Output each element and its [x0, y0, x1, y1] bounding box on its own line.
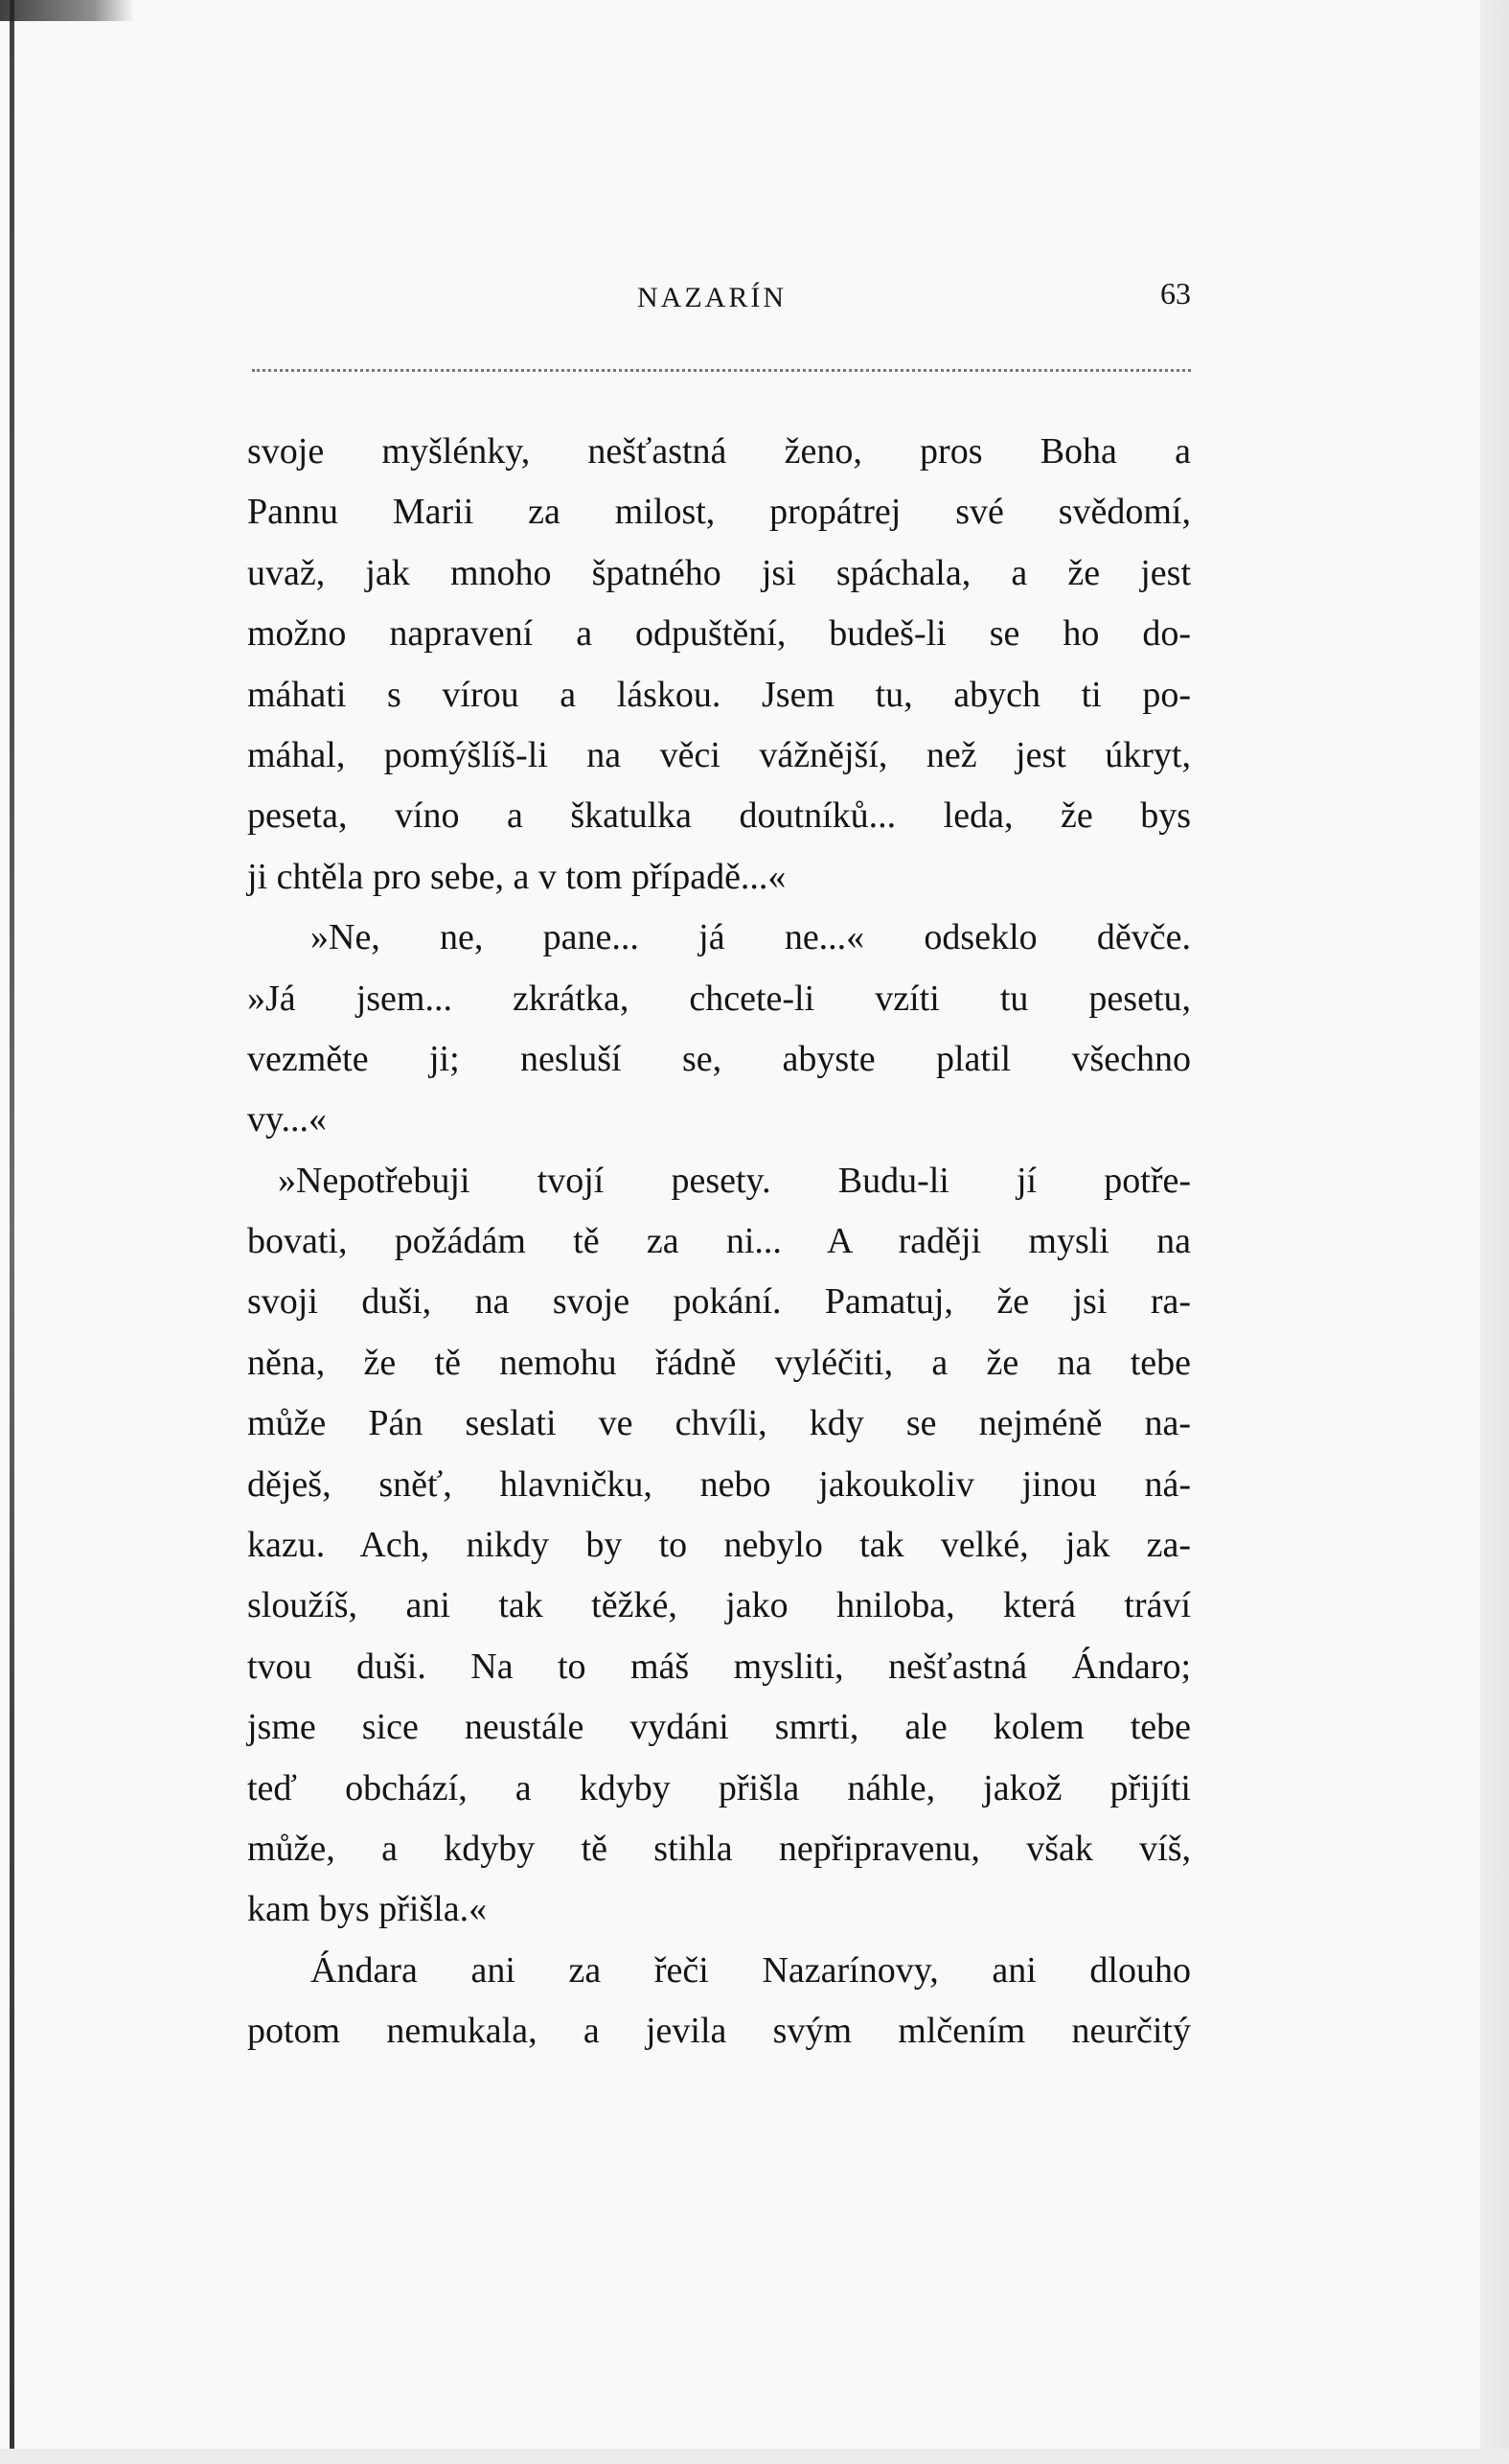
running-title: NAZARÍN	[637, 282, 787, 313]
text-line: máhati s vírou a láskou. Jsem tu, abych ti po-	[247, 674, 1191, 715]
text-line: může, a kdyby tě stihla nepřipravenu, však víš,	[247, 1828, 1191, 1869]
text-line: možno napravení a odpuštění, budeš-li se ho do-	[247, 613, 1191, 655]
page-number: 63	[1160, 276, 1191, 311]
text-line: kam bys přišla.«	[247, 1889, 488, 1930]
header-rule	[252, 369, 1191, 372]
text-line: jsme sice neustále vydáni smrti, ale kolem tebe	[247, 1707, 1191, 1748]
text-line: sloužíš, ani tak těžké, jako hniloba, která tráví	[247, 1585, 1191, 1626]
running-head	[252, 276, 1191, 324]
text-line: ji chtěla pro sebe, a v tom případě...«	[247, 856, 787, 897]
text-line: svoje myšlénky, nešťastná ženo, pros Boha a	[247, 431, 1191, 472]
scan-edge-top	[0, 0, 134, 21]
text-line: děješ, sněť, hlavničku, nebo jakoukoliv jinou ná-	[247, 1463, 1191, 1505]
text-line: teď obchází, a kdyby přišla náhle, jakož přijíti	[247, 1767, 1191, 1808]
text-line: něna, že tě nemohu řádně vyléčiti, a že na tebe	[247, 1342, 1191, 1383]
text-line: »Já jsem... zkrátka, chcete-li vzíti tu pesetu,	[247, 978, 1191, 1019]
text-line: Pannu Marii za milost, propátrej své svědomí,	[247, 492, 1191, 533]
scan-edge-right	[1480, 0, 1509, 2464]
text-line: může Pán seslati ve chvíli, kdy se nejméně na-	[247, 1403, 1191, 1444]
text-line: bovati, požádám tě za ni... A raději mysli na	[247, 1221, 1191, 1262]
text-line: »Nepotřebuji tvojí pesety. Budu-li jí potře-	[278, 1160, 1191, 1201]
text-line: máhal, pomýšlíš-li na věci vážnější, než jest úkryt,	[247, 734, 1191, 775]
text-line: potom nemukala, a jevila svým mlčením neurčitý	[247, 2011, 1191, 2052]
text-line: Ándara ani za řeči Nazarínovy, ani dlouho	[310, 1949, 1191, 1991]
text-line: vezměte ji; nesluší se, abyste platil všechno	[247, 1038, 1191, 1079]
text-line: tvou duši. Na to máš mysliti, nešťastná Ándaro;	[247, 1646, 1191, 1687]
text-line: peseta, víno a škatulka doutníků... leda, že bys	[247, 795, 1191, 837]
text-line: uvaž, jak mnoho špatného jsi spáchala, a že jest	[247, 552, 1191, 593]
text-line: kazu. Ach, nikdy by to nebylo tak velké, jak za-	[247, 1525, 1191, 1566]
text-line: vy...«	[247, 1099, 328, 1140]
text-line: »Ne, ne, pane... já ne...« odseklo děvče.	[310, 917, 1191, 958]
scan-edge-left	[10, 0, 14, 2464]
text-line: svoji duši, na svoje pokání. Pamatuj, že jsi ra-	[247, 1281, 1191, 1323]
scan-edge-bottom	[0, 2449, 1509, 2464]
body-text	[247, 422, 1191, 2062]
